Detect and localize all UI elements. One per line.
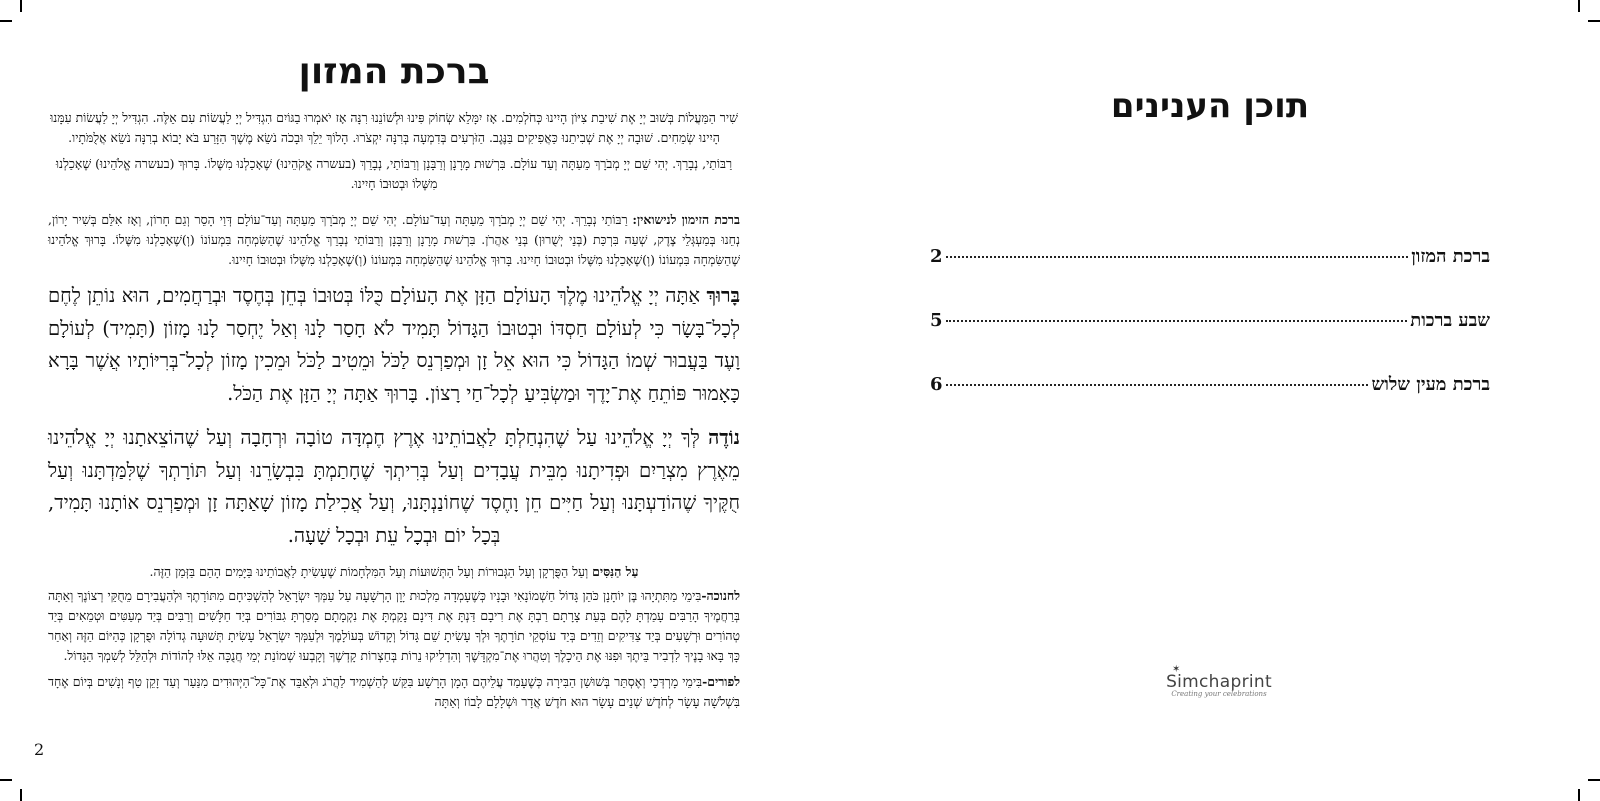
zimun-nisuin-lead: ברכת הזימון לנישואין: [632,212,740,227]
toc-entry[interactable] [930,246,1490,310]
zimun-nisuin-text: רַבּוֹתַי נְבָרֵךְ. יְהִי שֵׁם יְיָ מְבֹרָךְ מֵעַתָּה וְעַד־עוֹלָם. יְהִי שֵׁם יְיָ מְבֹרָךְ מֵעַתָּה וְעַד־עוֹלָם דְּוַי הָסֵר וְגַם חָרוֹן, וְאָז אִלֵּם בְּשִׁיר יָרוֹן, נְחֵנוּ בְּמַעְגְּלֵי צֶדֶק, שְׁעֵה בִּרְכַּת (בְּנֵי יְשֻׁרוּן) בְּנֵי אַהֲרֹן. בִּרְשׁוּת מָרָנָן וְרַבָּנָן וְרַבּוֹתַי נְבָרֵךְ אֱלֹהֵינוּ שֶׁהַשִּׂמְחָה בִּמְעוֹנוֹ (וְ)שֶׁאָכַלְנוּ מִשֶּׁלוֹ. בָּרוּךְ אֱלֹהֵינוּ שֶׁהַשִּׂמְחָה בִּמְעוֹנוֹ (וְ)שֶׁאָכַלְנוּ מִשֶּׁלוֹ וּבְטוּבוֹ חָיִינוּ. בָּרוּךְ אֱלֹהֵינוּ שֶׁהַשִּׂמְחָה בִּמְעוֹנוֹ (וְ)שֶׁאָכַלְנוּ מִשֶּׁלוֹ וּבְטוּבוֹ חָיִינוּ. [48,212,740,267]
nodeh-lead: נוֹדֶה [708,426,740,449]
nodeh-paragraph [48,422,740,552]
crop-mark [1588,20,1600,22]
chanukah-text: בִּימֵי מַתִּתְיָהוּ בֶּן יוֹחָנָן כֹּהֵן גָּדוֹל חַשְׁמוֹנָאִי וּבָנָיו כְּשֶׁעָמְדָה מַלְכוּת יָוָן הָרְשָׁעָה עַל עַמְּךָ יִשְׂרָאֵל לְהַשְׁכִּיחָם מִתּוֹרָתֶךָ וּלְהַעֲבִירָם מֵחֻקֵּי רְצוֹנֶךָ וְאַתָּה בְּרַחֲמֶיךָ הָרַבִּים עָמַדְתָּ לָהֶם בְּעֵת צָרָתָם רַבְתָּ אֶת רִיבָם דַּנְתָּ אֶת דִּינָם נָקַמְתָּ אֶת נִקְמָתָם מָסַרְתָּ גִבּוֹרִים בְּיַד חַלָּשִׁים וְרַבִּים בְּיַד מְעַטִּים וּטְמֵאִים בְּיַד טְהוֹרִים וּרְשָׁעִים בְּיַד צַדִּיקִים וְזֵדִים בְּיַד עוֹסְקֵי תוֹרָתֶךָ וּלְךָ עָשִׂיתָ שֵׁם גָּדוֹל וְקָדוֹשׁ בְּעוֹלָמֶךָ וּלְעַמְּךָ יִשְׂרָאֵל עָשִׂיתָ תְּשׁוּעָה גְדוֹלָה וּפֻרְקָן כְּהַיּוֹם הַזֶּה וְאַחַר כָּךְ בָּאוּ בָנֶיךָ לִדְבִיר בֵּיתֶךָ וּפִנּוּ אֶת הֵיכָלֶךָ וְטִהֲרוּ אֶת־מִקְדָּשֶׁךָ וְהִדְלִיקוּ נֵרוֹת בְּחַצְרוֹת קָדְשֶׁךָ וְקָבְעוּ שְׁמוֹנַת יְמֵי חֲנֻכָּה אֵלּוּ לְהוֹדוֹת וּלְהַלֵּל לְשִׁמְךָ הַגָּדוֹל. [48,588,740,663]
toc-leader-dots [946,256,1409,258]
zimun-nisuin-paragraph [48,210,740,270]
crop-mark [1578,789,1580,801]
toc-entry-page: 6 [930,374,943,395]
birkat-hamazon-page [48,48,740,712]
table-of-contents-page [930,70,1490,438]
crop-mark [1588,779,1600,781]
crop-mark [0,20,12,22]
chanukah-paragraph [48,586,740,666]
toc-entry-page: 2 [930,246,943,267]
toc-entry-page: 5 [930,310,943,331]
star-icon: ✶ [1172,664,1181,675]
purim-text: בִּימֵי מָרְדְּכַי וְאֶסְתֵּר בְּשׁוּשַׁן הַבִּירָה כְּשֶׁעָמַד עֲלֵיהֶם הָמָן הָרָשָׁע בִּקֵּשׁ לְהַשְׁמִיד לַהֲרֹג וּלְאַבֵּד אֶת־כָּל־הַיְּהוּדִים מִנַּעַר וְעַד זָקֵן טַף וְנָשִׁים בְּיוֹם אֶחָד בִּשְׁלֹשָׁה עָשָׂר לְחֹדֶשׁ שְׁנֵים עָשָׂר הוּא חֹדֶשׁ אֲדָר וּשְׁלָלָם לָבוֹז וְאַתָּה [48,674,740,709]
purim-paragraph [48,672,740,712]
crop-mark [20,0,22,12]
purim-lead: לפורים- [702,674,740,689]
logo-tagline: Creating your celebrations [1171,690,1267,698]
simchaprint-logo [1164,664,1274,716]
toc-entry[interactable] [930,374,1490,438]
crop-mark [20,789,22,801]
baruch-text: אַתָּה יְיָ אֱלֹהֵינוּ מֶלֶךְ הָעוֹלָם הַזָּן אֶת הָעוֹלָם כֻּלּוֹ בְּטוּבוֹ בְּחֵן בְּחֶסֶד וּבְרַחֲמִים, הוּא נוֹתֵן לֶחֶם לְכָל־בָּשָׂר כִּי לְעוֹלָם חַסְדּוֹ וּבְטוּבוֹ הַגָּדוֹל תָּמִיד לֹא חָסַר לָנוּ וְאַל יֶחְסַר לָנוּ מָזוֹן (תָּמִיד) לְעוֹלָם וָעֶד בַּעֲבוּר שְׁמוֹ הַגָּדוֹל כִּי הוּא אֵל זָן וּמְפַרְנֵס לַכֹּל וּמֵטִיב לַכֹּל וּמֵכִין מָזוֹן לְכָל־בְּרִיּוֹתָיו אֲשֶׁר בָּרָא כָּאָמוּר פּוֹתֵחַ אֶת־יָדֶךָ וּמַשְׂבִּיעַ לְכָל־חַי רָצוֹן. בָּרוּךְ אַתָּה יְיָ הַזָּן אֶת הַכֹּל. [48,284,740,405]
toc-entry[interactable] [930,310,1490,374]
toc-title: תוכן הענינים [1110,86,1310,126]
al-hanisim-text: וְעַל הַפֻּרְקָן וְעַל הַגְּבוּרוֹת וְעַל הַתְּשׁוּעוֹת וְעַל הַמִּלְחָמוֹת שֶׁעָשִׂיתָ לַאֲבוֹתֵינוּ בַּיָּמִים הָהֵם בַּזְּמַן הַזֶּה. [149,564,589,579]
shir-hamaalot-text: שִׁיר הַמַּעֲלוֹת בְּשׁוּב יְיָ אֶת שִׁיבַת צִיּוֹן הָיִינוּ כְּחֹלְמִים. אָז יִמָּלֵא שְׂחוֹק פִּינוּ וּלְשׁוֹנֵנוּ רִנָּה אָז יֹאמְרוּ בַגּוֹיִם הִגְדִּיל יְיָ לַעֲשׂוֹת עִם אֵלֶּה. הִגְדִּיל יְיָ לַעֲשׂוֹת עִמָּנוּ הָיִינוּ שְׂמֵחִים. שׁוּבָה יְיָ אֶת שְׁבִיתֵנוּ כַּאֲפִיקִים בַּנֶּגֶב. הַזֹּרְעִים בְּדִמְעָה בְּרִנָּה יִקְצֹרוּ. הָלוֹךְ יֵלֵךְ וּבָכֹה נֹשֵׂא מֶשֶׁךְ הַזָּרַע בֹּא יָבוֹא בְרִנָּה נֹשֵׂא אֲלֻמֹּתָיו. [50,110,738,145]
toc-entry-label: ברכת מעין שלוש [1371,374,1490,395]
al-hanisim-paragraph [48,562,740,582]
zimun-text: רַבּוֹתַי, נְבָרֵךְ. יְהִי שֵׁם יְיָ מְבֹרָךְ מֵעַתָּה וְעַד עוֹלָם. בִּרְשׁוּת מָרָנָן וְרַבָּנָן וְרַבּוֹתַי, נְבָרֵךְ (בעשרה אֱקֹהֵינוּ) שֶׁאָכַלְנוּ מִשֶּׁלוֹ. בָּרוּךְ (בעשרה אֱלֹהֵינוּ) שֶׁאָכַלְנוּ מִשֶּׁלוֹ וּבְטוּבוֹ חָיִינוּ. [55,156,733,191]
crop-mark [0,779,12,781]
toc-leader-dots [946,384,1369,386]
toc-entry-label: ברכת המזון [1411,246,1490,267]
page-title: ברכת המזון [298,51,490,92]
logo-name: Simchaprint [1166,672,1272,692]
page-number: 2 [34,740,45,759]
baruch-lead: בָּרוּךְ [706,284,740,307]
crop-mark [1578,0,1580,12]
shir-hamaalot-paragraph [48,108,740,148]
chanukah-lead: לחנוכה- [701,588,740,603]
baruch-hazan-paragraph [48,280,740,410]
toc-leader-dots [946,320,1408,322]
nodeh-text: לְּךָ יְיָ אֱלֹהֵינוּ עַל שֶׁהִנְחַלְתָּ לַאֲבוֹתֵינוּ אֶרֶץ חֶמְדָּה טוֹבָה וּרְחָבָה וְעַל שֶׁהוֹצֵאתָנוּ יְיָ אֱלֹהֵינוּ מֵאֶרֶץ מִצְרַיִם וּפְדִיתָנוּ מִבֵּית עֲבָדִים וְעַל בְּרִיתְךָ שֶׁחָתַמְתָּ בִּבְשָׂרֵנוּ וְעַל תּוֹרָתְךָ שֶׁלִּמַּדְתָּנוּ וְעַל חֻקֶּיךָ שֶׁהוֹדַעְתָּנוּ וְעַל חַיִּים חֵן וָחֶסֶד שֶׁחוֹנַנְתָּנוּ, וְעַל אֲכִילַת מָזוֹן שָׁאַתָּה זָן וּמְפַרְנֵס אוֹתָנוּ תָּמִיד, בְּכָל יוֹם וּבְכָל עֵת וּבְכָל שָׁעָה. [48,426,740,547]
zimun-paragraph [48,154,740,194]
al-hanisim-lead: עַל הַנִּסִּים [592,564,639,579]
toc-list [930,246,1490,438]
toc-entry-label: שבע ברכות [1410,310,1490,331]
